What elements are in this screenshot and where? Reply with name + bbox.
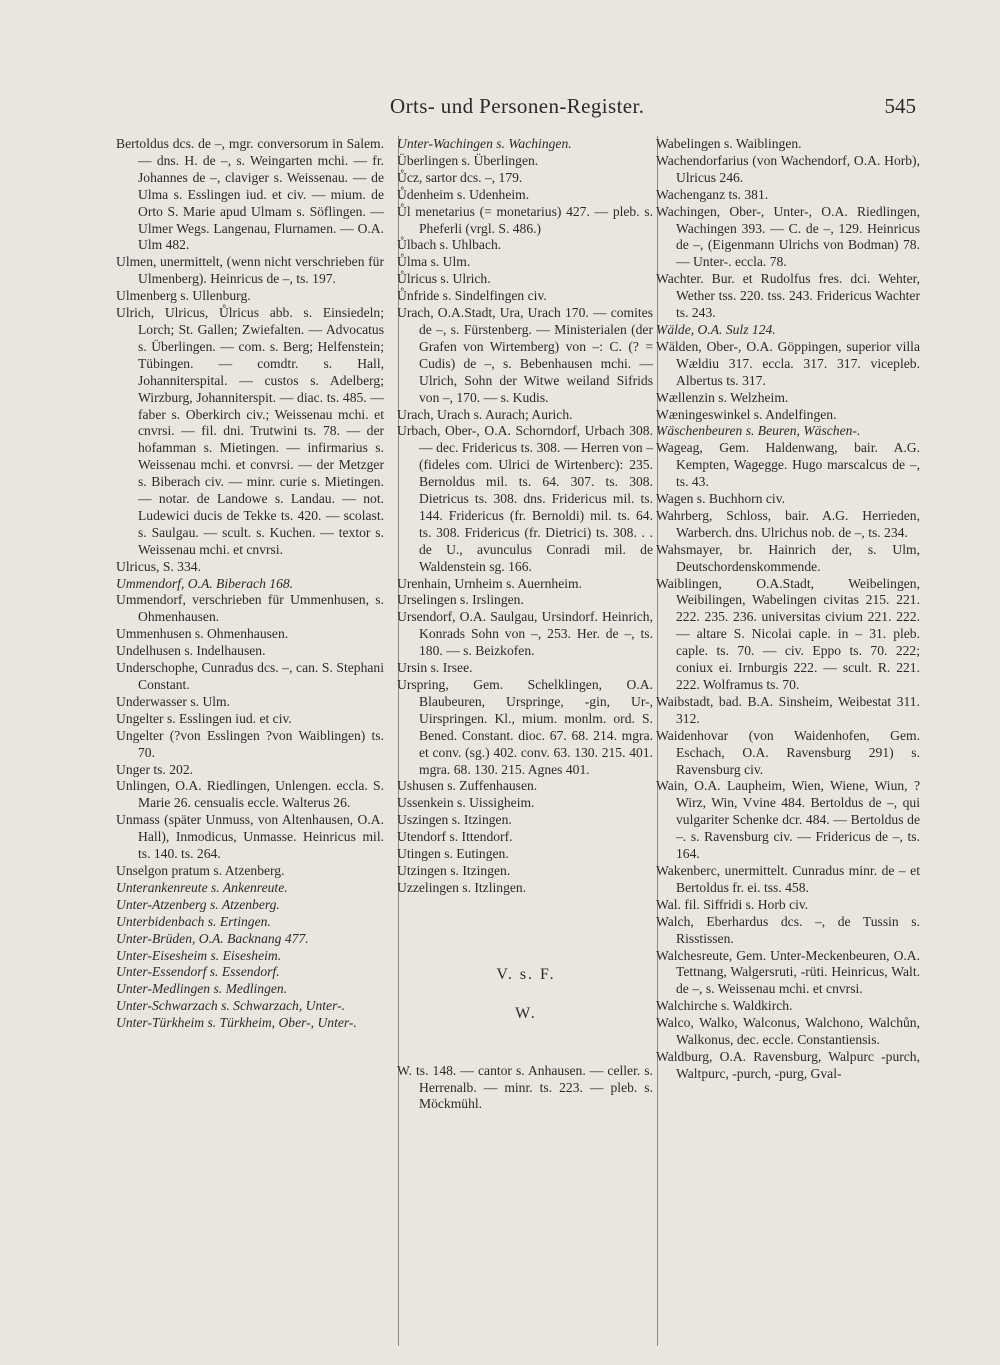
- index-entry: Ushusen s. Zuffenhausen.: [397, 778, 538, 794]
- index-entry: Wachenganz ts. 381.: [656, 186, 769, 202]
- index-entry: Ůcz, sartor dcs. –, 179.: [397, 169, 523, 185]
- index-entry: Walchesreute, Gem. Unter-Meckenbeuren, O.A. Tettnang, Walgersruti, -rüti. Heinricus, Walt. de –, s. Weissenau mchi. et cnvrsi.: [656, 947, 920, 997]
- index-entry: Unter-Essendorf s. Essendorf.: [116, 964, 280, 980]
- index-entry: Wæningeswinkel s. Andelfingen.: [656, 406, 837, 422]
- index-entry: Unter-Medlingen s. Medlingen.: [116, 981, 288, 997]
- index-entry: Ussenkein s. Uissigheim.: [397, 795, 535, 811]
- index-entry: Wahsmayer, br. Hainrich der, s. Ulm, Deutschordenskommende.: [656, 541, 920, 574]
- index-entry: Underwasser s. Ulm.: [116, 693, 231, 709]
- index-entry: Walco, Walko, Walconus, Walchono, Walchůn, Walkonus, dec. eccle. Constantiensis.: [656, 1015, 920, 1048]
- index-entry: Unmass (später Unmuss, von Altenhausen, O.A. Hall), Inmodicus, Unmasse. Heinricus mil. ts. 140. ts. 264.: [116, 812, 384, 862]
- index-entry: Wälde, O.A. Sulz 124.: [656, 321, 776, 337]
- index-entry: Unter-Wachingen s. Wachingen.: [397, 136, 572, 151]
- section-heading-v: V. s. F.: [496, 965, 556, 983]
- index-column-3: [657, 136, 920, 1346]
- index-entry: Urach, O.A.Stadt, Ura, Urach 170. — comites de –, s. Fürstenberg. — Ministerialen (der Grafen von Wirtemberg) von –: C. (? = Cudis) de –, s. Bebenhausen mchi. — Ulrich, Sohn der Witwe weiland Sifrids von –, 170. — s. Kudis.: [397, 305, 653, 405]
- index-entry: Ůlbach s. Uhlbach.: [397, 237, 502, 253]
- index-entry: Wakenberc, unermittelt. Cunradus minr. de – et Bertoldus fr. ei. tss. 458.: [656, 862, 920, 895]
- index-entry: Unterbidenbach s. Ertingen.: [116, 913, 271, 929]
- index-entry: Ursendorf, O.A. Saulgau, Ursindorf. Heinrich, Konrads Sohn von –, 253. Her. de –, ts. 180. — s. Beizkofen.: [397, 609, 653, 659]
- index-entry: Ulricus, S. 334.: [116, 558, 201, 574]
- index-entry: Wællenzin s. Welzheim.: [656, 389, 789, 405]
- index-entry: Unger ts. 202.: [116, 761, 194, 777]
- index-entry: Ulmenberg s. Ullenburg.: [116, 288, 251, 304]
- index-entry: Wahrberg, Schloss, bair. A.G. Herrieden, Warberch. dns. Ulrichus nob. de –, ts. 234.: [656, 507, 920, 540]
- index-entry: Waidenhovar (von Waidenhofen, Gem. Eschach, O.A. Ravensburg 291) s. Ravensburg civ.: [656, 727, 920, 777]
- index-entry: Ůl menetarius (= monetarius) 427. — pleb. s. Pheferli (vrgl. S. 486.): [397, 203, 653, 236]
- index-entry: Wageag, Gem. Haldenwang, bair. A.G. Kempten, Wagegge. Hugo marscalcus de –, ts. 43.: [656, 440, 920, 490]
- index-entry: Unter-Atzenberg s. Atzenberg.: [116, 896, 280, 912]
- index-entry: Uzzelingen s. Itzlingen.: [397, 879, 527, 895]
- index-entry: Utingen s. Eutingen.: [397, 846, 509, 862]
- index-entry: Ungelter s. Esslingen iud. et civ.: [116, 710, 292, 726]
- index-entry: Unter-Schwarzach s. Schwarzach, Unter-.: [116, 998, 346, 1014]
- index-entry: Urspring, Gem. Schelklingen, O.A. Blaubeuren, Urspringe, -gin, Ur-, Uirspringen. Kl., mium. monlm. ord. S. Bened. Constant. dioc. 67. 68. 214. mgra. et conv. (sg.) 402. conv. 63. 130. 215. 401. mgra. 68. 130. 215. Agnes 401.: [397, 677, 653, 777]
- index-entry: Walch, Eberhardus dcs. –, de Tussin s. Risstissen.: [656, 913, 920, 946]
- index-entry: Wain, O.A. Laupheim, Wien, Wiene, Wiun, ?Wirz, Win, Vvine 484. Bertoldus de –, qui vulgariter Schenke dcr. 484. — Bertoldus de –. s. Ravensburg civ. — Fridericus de –, ts. 164.: [656, 778, 920, 862]
- index-entry: Ůlricus s. Ulrich.: [397, 271, 491, 287]
- index-entry: Utzingen s. Itzingen.: [397, 862, 511, 878]
- index-entry: Unselgon pratum s. Atzenberg.: [116, 862, 285, 878]
- index-entry: Ummendorf, O.A. Biberach 168.: [116, 575, 294, 591]
- index-entry: Undelhusen s. Indelhausen.: [116, 643, 266, 659]
- index-entry: Wabelingen s. Waiblingen.: [656, 136, 802, 151]
- index-entry: Ůlma s. Ulm.: [397, 254, 471, 270]
- index-entry: Ursin s. Irsee.: [397, 660, 473, 676]
- index-entry: Bertoldus dcs. de –, mgr. conversorum in Salem. — dns. H. de –, s. Weingarten mchi. — fr. Johannes de –, claviger s. Weissenau. — de Ulma s. Esslingen iud. et civ. — mium. de Orto S. Marie apud Ulmam s. Söflingen. — Ulmer Wegs. Langenau, Flurnamen. — O.A. Ulm 482.: [116, 136, 384, 253]
- index-entry: Unter-Brüden, O.A. Backnang 477.: [116, 930, 309, 946]
- index-entry: Wälden, Ober-, O.A. Göppingen, superior villa Wældiu 317. eccla. 317. 317. vicepleb. Albertus ts. 317.: [656, 338, 920, 388]
- index-column-2: [398, 136, 653, 1346]
- index-entry: Urach, Urach s. Aurach; Aurich.: [397, 406, 573, 422]
- index-entry: Ulrich, Ulricus, Ůlricus abb. s. Einsiedeln; Lorch; St. Gallen; Zwiefalten. — Advocatus s. Überlingen. — com. s. Berg; Helfenstein; Tübingen. — comdtr. s. Hall, Johanniterspital. — custos s. Adelberg; Wirzburg, Johanniterspit. — diac. ts. 485. — faber s. Oberkirch civ.; Weissenau mchi. et cnvrsi. — fil. dni. Trutwini ts. 78. — der hofamman s. Mietingen. — infirmarius s. Weissenau mchi. et convrsi. — der Metzger s. Biberach civ. — minr. curie s. Mietingen. — notar. de Landowe s. Landau. — not. Ludewici ducis de Tekke ts. 420. — scolast. s. Saulgau. — scult. s. Kuchen. — textor s. Weissenau mchi. et cnvrsi.: [116, 305, 384, 557]
- index-entry: Unter-Eisesheim s. Eisesheim.: [116, 947, 282, 963]
- index-entry: Ulmen, unermittelt, (wenn nicht verschrieben für Ulmenberg). Heinricus de –, ts. 197.: [116, 254, 384, 287]
- index-entry: Walchirche s. Waldkirch.: [656, 998, 793, 1014]
- index-entry: Urbach, Ober-, O.A. Schorndorf, Urbach 308. — dec. Fridericus ts. 308. — Herren von – (fideles com. Ulrici de Wirtenberc): 235. Bernoldus mil. ts. 64. 307. ts. 308. Dietricus ts. 308. dns. Fridericus mil. ts. 144. Fridericus (fr. Bernoldi) mil. ts. 64. ts. 308. Fridericus (fr. Dietrici) ts. 308. . . de U., avunculus Conradi mil. de Waldenstein sg. 166.: [397, 423, 653, 574]
- index-entry: Urenhain, Urnheim s. Auernheim.: [397, 575, 582, 591]
- index-entry: Unlingen, O.A. Riedlingen, Unlengen. eccla. S. Marie 26. censualis eccle. Walterus 26.: [116, 778, 384, 811]
- page-number: 545: [884, 94, 916, 118]
- index-entry: Ungelter (?von Esslingen ?von Waiblingen) ts. 70.: [116, 727, 384, 760]
- index-entry: Uszingen s. Itzingen.: [397, 812, 512, 828]
- page-header: [120, 94, 920, 124]
- index-entry: Waibstadt, bad. B.A. Sinsheim, Weibestat 311. 312.: [656, 693, 920, 726]
- index-entry: Wachter. Bur. et Rudolfus fres. dci. Wehter, Wether tss. 220. tss. 243. Fridericus Wachter ts. 243.: [656, 271, 920, 321]
- index-entry: Wäschenbeuren s. Beuren, Wäschen-.: [656, 423, 861, 439]
- index-entry: Unterankenreute s. Ankenreute.: [116, 879, 288, 895]
- index-entry: Ůdenheim s. Udenheim.: [397, 186, 530, 202]
- index-entry: W. ts. 148. — cantor s. Anhausen. — celler. s. Herrenalb. — minr. ts. 223. — pleb. s. Möckmühl.: [397, 1062, 653, 1112]
- running-header-title: Orts- und Personen-Register.: [390, 94, 645, 118]
- index-entry: Ummendorf, verschrieben für Ummenhusen, s. Ohmenhausen.: [116, 592, 384, 625]
- index-entry: Waiblingen, O.A.Stadt, Weibelingen, Weibilingen, Wabelingen civitas 215. 221. 222. 235. 236. universitas civium 221. 222. — altare S. Nicolai caple. in – 31. pleb. caple. ts. 70. — civ. Eppo ts. 70. 222; coniux ei. Irnburgis 222. — scult. R. 221. 222. Wolframus ts. 70.: [656, 575, 920, 692]
- index-entry: Wachendorfarius (von Wachendorf, O.A. Horb), Ulricus 246.: [656, 152, 920, 185]
- index-entry: Wagen s. Buchhorn civ.: [656, 491, 786, 507]
- index-entry: Wachingen, Ober-, Unter-, O.A. Riedlingen, Wachingen 393. — C. de –, 129. Heinricus de –, (Eigenmann Ulrichs von Bodman) 78. — Unter-. eccla. 78.: [656, 203, 920, 270]
- index-entry: Überlingen s. Überlingen.: [397, 152, 539, 168]
- index-entry: Wal. fil. Siffridi s. Horb civ.: [656, 896, 809, 912]
- index-entry: Ůnfride s. Sindelfingen civ.: [397, 288, 547, 304]
- index-entry: Ummenhusen s. Ohmenhausen.: [116, 626, 289, 642]
- index-entry: Underschophe, Cunradus dcs. –, can. S. Stephani Constant.: [116, 660, 384, 692]
- index-column-1: [116, 136, 384, 1032]
- index-entry: Urselingen s. Irslingen.: [397, 592, 524, 608]
- index-entry: Waldburg, O.A. Ravensburg, Walpurc -purch, Waltpurc, -purch, -purg, Gval-: [656, 1048, 920, 1081]
- section-heading-w: W.: [515, 1004, 537, 1022]
- index-entry: Utendorf s. Ittendorf.: [397, 829, 513, 845]
- index-entry: Unter-Türkheim s. Türkheim, Ober-, Unter-.: [116, 1015, 357, 1031]
